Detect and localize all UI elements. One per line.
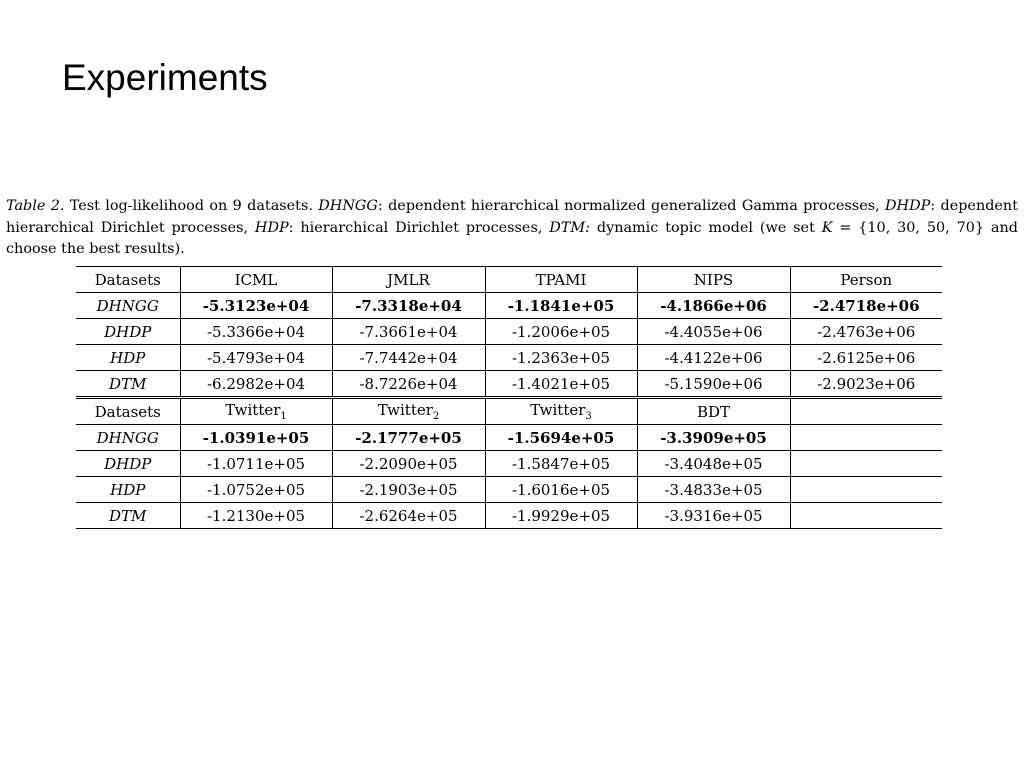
- method-name: DHDP: [76, 319, 180, 345]
- caption-abbr-dtm: DTM:: [549, 219, 590, 236]
- results-table: [76, 266, 942, 529]
- table-row: [76, 425, 942, 451]
- table-cell: -1.5694e+05: [485, 425, 637, 451]
- table-header-row: [76, 398, 942, 425]
- empty-cell: [790, 425, 942, 451]
- table-cell: -3.3909e+05: [637, 425, 790, 451]
- caption-abbr-dhngg: DHNGG: [318, 198, 378, 214]
- table-row: [76, 293, 942, 319]
- empty-cell: [790, 503, 942, 529]
- table-cell: -4.4122e+06: [637, 345, 790, 371]
- table-cell: -3.4048e+05: [637, 451, 790, 477]
- table-cell: -1.2363e+05: [485, 345, 637, 371]
- column-header: JMLR: [332, 267, 485, 293]
- method-name: DTM: [76, 371, 180, 398]
- column-header: Twitter$_1$: [180, 398, 332, 425]
- caption-text: : dependent hierarchical normalized generalized Gamma processes,: [377, 198, 885, 214]
- caption-var-k: K: [821, 219, 833, 236]
- table-cell: -1.2130e+05: [180, 503, 332, 529]
- column-header: BDT: [637, 398, 790, 425]
- table-cell: -5.1590e+06: [637, 371, 790, 398]
- caption-text: : dependent hierarchical Dirichlet processes,: [6, 198, 1018, 236]
- results-table-body: [76, 267, 942, 529]
- column-header: TPAMI: [485, 267, 637, 293]
- table-cell: -4.4055e+06: [637, 319, 790, 345]
- table-cell: -1.6016e+05: [485, 477, 637, 503]
- caption-abbr-dhdp: DHDP: [885, 198, 931, 214]
- method-name: HDP: [76, 345, 180, 371]
- method-name: DHNGG: [76, 425, 180, 451]
- table-cell: -1.4021e+05: [485, 371, 637, 398]
- method-name: HDP: [76, 477, 180, 503]
- table-cell: -2.9023e+06: [790, 371, 942, 398]
- table-row: [76, 477, 942, 503]
- column-header: Twitter$_2$: [332, 398, 485, 425]
- table-cell: -5.3123e+04: [180, 293, 332, 319]
- table-cell: -1.9929e+05: [485, 503, 637, 529]
- table-cell: -7.7442e+04: [332, 345, 485, 371]
- table-row: [76, 319, 942, 345]
- caption-label: Table 2.: [6, 198, 65, 214]
- method-name: DHNGG: [76, 293, 180, 319]
- table-cell: -2.2090e+05: [332, 451, 485, 477]
- table-caption: [6, 196, 1018, 261]
- table-cell: -5.3366e+04: [180, 319, 332, 345]
- caption-text: = {10, 30, 50, 70} and choose the best results).: [6, 219, 1018, 257]
- table-cell: -2.4718e+06: [790, 293, 942, 319]
- table-cell: -1.0711e+05: [180, 451, 332, 477]
- table-row: [76, 371, 942, 398]
- table-cell: -1.0391e+05: [180, 425, 332, 451]
- column-header: ICML: [180, 267, 332, 293]
- table-cell: -2.6264e+05: [332, 503, 485, 529]
- column-header: NIPS: [637, 267, 790, 293]
- empty-cell: [790, 398, 942, 425]
- caption-abbr-hdp: HDP: [254, 219, 289, 236]
- slide-title: Experiments: [62, 57, 268, 98]
- table-cell: -7.3661e+04: [332, 319, 485, 345]
- method-name: DTM: [76, 503, 180, 529]
- column-header-datasets: Datasets: [76, 398, 180, 425]
- table-cell: -8.7226e+04: [332, 371, 485, 398]
- table-cell: -1.2006e+05: [485, 319, 637, 345]
- method-name: DHDP: [76, 451, 180, 477]
- table-cell: -2.1777e+05: [332, 425, 485, 451]
- empty-cell: [790, 451, 942, 477]
- caption-text: : hierarchical Dirichlet processes,: [288, 219, 550, 236]
- table-row: [76, 345, 942, 371]
- empty-cell: [790, 477, 942, 503]
- column-header: Person: [790, 267, 942, 293]
- table-cell: -1.1841e+05: [485, 293, 637, 319]
- table-cell: -2.6125e+06: [790, 345, 942, 371]
- table-cell: -2.1903e+05: [332, 477, 485, 503]
- table-cell: -7.3318e+04: [332, 293, 485, 319]
- column-header: Twitter$_3$: [485, 398, 637, 425]
- table-header-row: [76, 267, 942, 293]
- table-row: [76, 503, 942, 529]
- table-cell: -5.4793e+04: [180, 345, 332, 371]
- table-cell: -3.4833e+05: [637, 477, 790, 503]
- caption-text: Test log-likelihood on 9 datasets.: [64, 198, 319, 214]
- table-cell: -3.9316e+05: [637, 503, 790, 529]
- table-cell: -4.1866e+06: [637, 293, 790, 319]
- table-cell: -1.0752e+05: [180, 477, 332, 503]
- table-cell: -6.2982e+04: [180, 371, 332, 398]
- column-header-datasets: Datasets: [76, 267, 180, 293]
- table-cell: -1.5847e+05: [485, 451, 637, 477]
- table-cell: -2.4763e+06: [790, 319, 942, 345]
- caption-text: dynamic topic model (we set: [590, 219, 822, 236]
- table-row: [76, 451, 942, 477]
